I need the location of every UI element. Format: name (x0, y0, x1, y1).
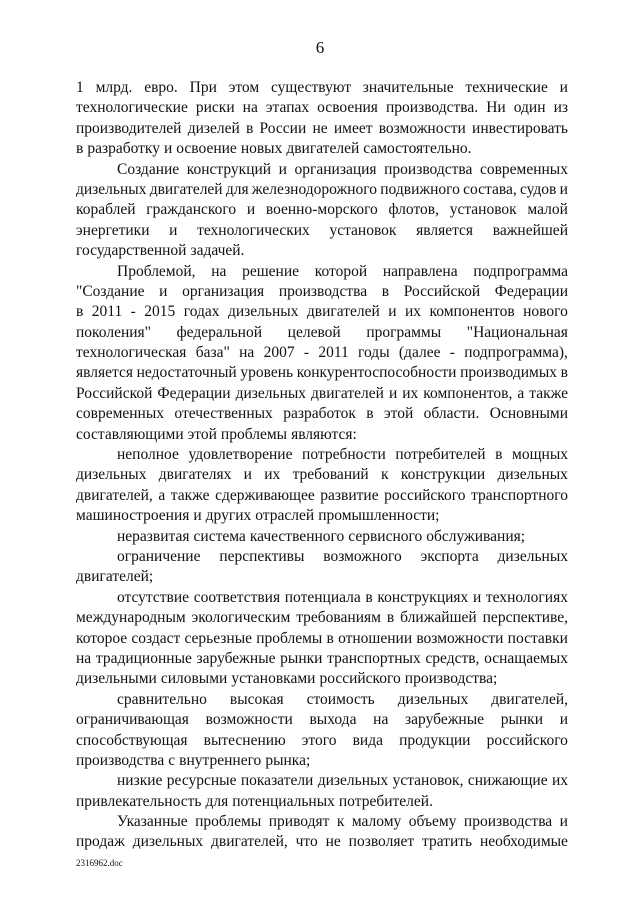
paragraph (76, 160, 568, 262)
text-line: "Создание и организация производства в Российской Федерации (76, 282, 568, 300)
text-line: привлекательность для потенциальных потребителей. (76, 792, 433, 810)
text-line: Российской Федерации дизельных двигателей и их компонентов, а также (76, 384, 568, 402)
text-line: современных отечественных разработок в этой области. Основными (76, 405, 568, 423)
text-line: производителей дизелей в России не имеет возможности инвестировать (76, 119, 568, 137)
text-line: Проблемой, на решение которой направлена подпрограмма (117, 262, 568, 280)
text-line: Указанные проблемы приводят к малому объему производства и (117, 813, 568, 831)
text-line: неполное удовлетворение потребности потребителей в мощных (117, 446, 568, 464)
text-line: дизельных двигателях и их требований к конструкции дизельных (76, 466, 568, 484)
text-line: сравнительно высокая стоимость дизельных двигателей, (117, 690, 568, 708)
text-line: которое создаст серьезные проблемы в отношении возможности поставки (76, 629, 568, 647)
text-line: технологическая база" на 2007 - 2011 годы (далее - подпрограмма), (76, 344, 568, 362)
paragraph (76, 547, 568, 588)
paragraph (76, 262, 568, 446)
text-line: неразвитая система качественного сервисного обслуживания; (117, 527, 526, 545)
paragraph (76, 78, 568, 160)
text-line: производства с внутреннего рынка; (76, 751, 311, 769)
text-line: составляющими этой проблемы являются: (76, 425, 357, 443)
text-line: ограничение перспективы возможного экспорта дизельных (117, 547, 568, 565)
text-line: энергетики и технологических установок является важнейшей (76, 221, 568, 239)
text-line: 1 млрд. евро. При этом существуют значительные технические и (76, 79, 568, 96)
text-line: продаж дизельных двигателей, что не позволяет тратить необходимые (76, 833, 568, 851)
text-line: способствующая вытеснению этого вида продукции российского (76, 731, 568, 749)
paragraph (76, 771, 568, 812)
text-line: Создание конструкций и организация производства современных (117, 160, 568, 178)
text-line: ограничивающая возможности выхода на зарубежные рынки и (76, 711, 568, 729)
text-line: в разработку и освоение новых двигателей самостоятельно. (76, 140, 472, 158)
paragraph (76, 588, 568, 690)
paragraph (76, 812, 568, 853)
text-line: двигателей; (76, 568, 154, 586)
paragraph (76, 690, 568, 772)
file-name-footer: 2316962.doc (76, 858, 123, 868)
text-line: международным экологическим требованиям в ближайшей перспективе, (76, 609, 568, 627)
text-line: дизельными силовыми установками российского производства; (76, 670, 498, 688)
text-line: двигателей, а также сдерживающее развитие российского транспортного (76, 486, 568, 504)
paragraph (76, 527, 568, 547)
text-line: кораблей гражданского и военно-морского флотов, установок малой (76, 201, 568, 219)
text-line: технологические риски на этапах освоения производства. Ни один из (76, 99, 568, 117)
text-line: дизельных двигателей для железнодорожного подвижного состава, судов и (76, 180, 568, 198)
text-line: машиностроения и других отраслей промышленности; (76, 507, 440, 525)
paragraph (76, 445, 568, 527)
text-line: отсутствие соответствия потенциала в конструкциях и технологиях (117, 588, 568, 606)
document-body (76, 78, 568, 853)
text-line: государственной задачей. (76, 242, 245, 260)
text-line: на традиционные зарубежные рынки транспортных средств, оснащаемых (76, 649, 568, 667)
text-line: поколения" федеральной целевой программы "Национальная (76, 323, 568, 341)
text-line: низкие ресурсные показатели дизельных установок, снижающие их (117, 772, 568, 790)
text-line: в 2011 - 2015 годах дизельных двигателей и их компонентов нового (76, 303, 568, 321)
page-number: 6 (315, 38, 325, 57)
text-line: является недостаточный уровень конкурентоспособности производимых в (76, 364, 568, 382)
